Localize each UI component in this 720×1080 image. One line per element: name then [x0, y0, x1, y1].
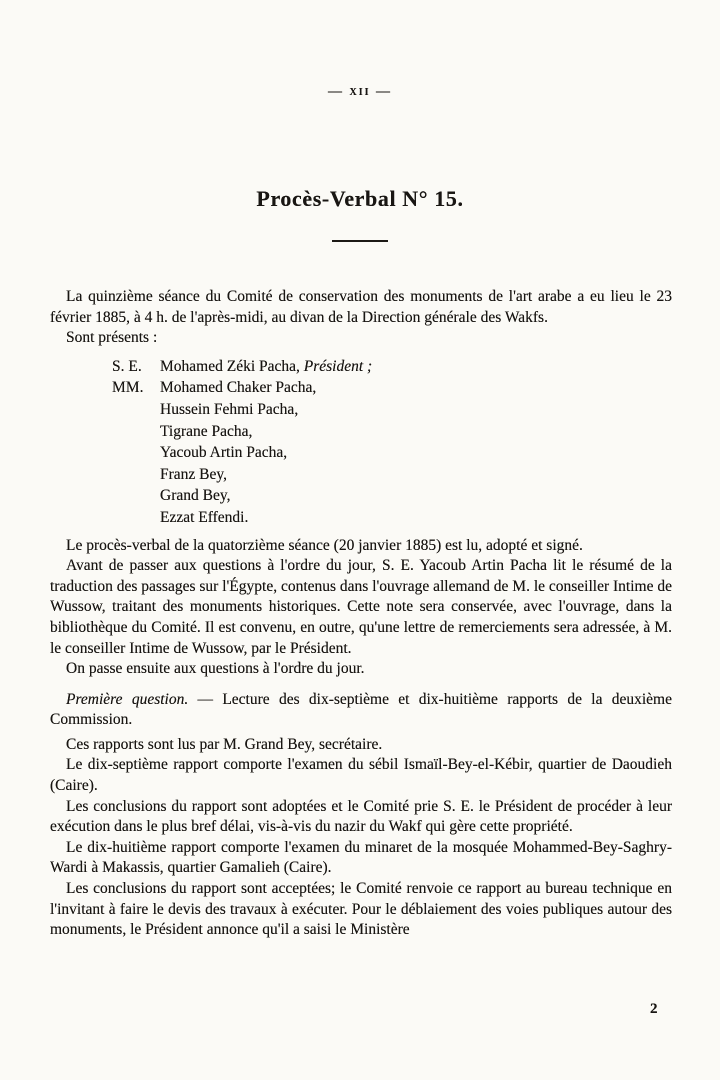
question-heading-text: — Lecture des dix-septième et dix-huitième rapports de la deuxième Commission. — [50, 690, 672, 729]
attendee-prefix: MM. — [112, 379, 144, 397]
attendee-prefix — [112, 485, 160, 507]
attendee-role: Président ; — [303, 357, 373, 375]
attendee-row — [112, 485, 672, 507]
attendee-row — [112, 421, 672, 443]
attendee-row — [112, 507, 672, 529]
attendee-prefix — [112, 442, 160, 464]
paragraph-rapports-lus: Ces rapports sont lus par M. Grand Bey, secrétaire. — [66, 735, 383, 753]
document-body — [50, 287, 672, 941]
attendee-row — [112, 442, 672, 464]
attendee-prefix — [112, 507, 160, 529]
paragraph-dix-huitieme: Le dix-huitième rapport comporte l'examen du minaret de la mosquée Mohammed-Bey-Saghry-Wardi à Makassis, quartier Gamalieh (Caire). — [50, 838, 672, 877]
paragraph-intro: La quinzième séance du Comité de conservation des monuments de l'art arabe a eu lieu le 23 février 1885, à 4 h. de l'après-midi, au divan de la Direction générale des Wakfs. — [50, 288, 672, 326]
paragraph-dix-septieme: Le dix-septième rapport comporte l'examen du sébil Ismaïl-Bey-el-Kébir, quartier de Daoudieh (Caire). — [50, 756, 672, 795]
attendee-prefix — [112, 399, 160, 421]
paragraph-wussow: Avant de passer aux questions à l'ordre du jour, S. E. Yacoub Artin Pacha lit le résumé de la traduction des passages sur l'Égypte, contenus dans l'ouvrage allemand de M. le conseiller Intime de Wussow, traitant des monuments historiques. Cette note sera conservée, avec l'ouvrage, dans la bibliothèque du Comité. Il est convenu, en outre, qu'une lettre de remerciements sera adressée, à M. le conseiller Intime de Wussow, par le Président. — [50, 557, 672, 657]
attendee-entry — [160, 356, 372, 378]
question-heading-lead: Première question. — [66, 690, 189, 708]
attendee-name: Franz Bey, — [160, 465, 228, 483]
document-title: Procès-Verbal N° 15. — [256, 186, 464, 211]
attendee-name: Hussein Fehmi Pacha, — [160, 400, 299, 418]
attendee-name: Tigrane Pacha, — [160, 422, 253, 440]
attendee-name: Ezzat Effendi. — [160, 508, 249, 526]
attendees-list — [112, 356, 672, 529]
paragraph-proces-verbal: Le procès-verbal de la quatorzième séance (20 janvier 1885) est lu, adopté et signé. — [66, 536, 583, 554]
attendee-prefix — [112, 421, 160, 443]
attendee-row — [112, 356, 672, 378]
attendee-row — [112, 399, 672, 421]
paragraph-ordre-du-jour: On passe ensuite aux questions à l'ordre du jour. — [66, 660, 365, 678]
attendee-name: Mohamed Chaker Pacha, — [160, 379, 317, 397]
folio-number: — xii — — [327, 84, 392, 99]
attendee-name: Mohamed Zéki Pacha, — [160, 357, 304, 375]
page-number: 2 — [650, 1001, 658, 1017]
attendee-name: Yacoub Artin Pacha, — [160, 444, 288, 462]
paragraph-conclusions-adoptees: Les conclusions du rapport sont adoptées et le Comité prie S. E. le Président de procéder à leur exécution dans le plus bref délai, vis-à-vis du nazir du Wakf qui gère cette propriété. — [50, 797, 672, 836]
attendee-prefix — [112, 464, 160, 486]
attendee-row — [112, 377, 672, 399]
title-rule-divider — [332, 240, 388, 242]
paragraph-premiere-question — [50, 690, 672, 731]
paragraph-conclusions-acceptees: Les conclusions du rapport sont acceptées; le Comité renvoie ce rapport au bureau technique en l'invitant à faire le devis des travaux à exécuter. Pour le déblaiement des voies publiques autour des monuments, le Président annonce qu'il a saisi le Ministère — [50, 880, 672, 939]
attendee-prefix: S. E. — [112, 357, 142, 375]
attendee-name: Grand Bey, — [160, 487, 231, 505]
attendees-label: Sont présents : — [66, 329, 158, 347]
attendee-row — [112, 464, 672, 486]
